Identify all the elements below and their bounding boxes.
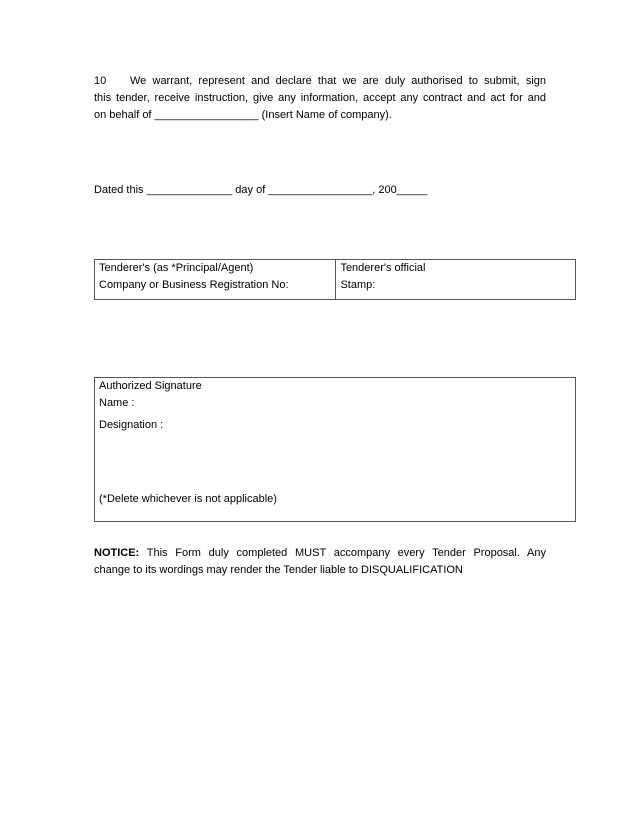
signature-box (94, 377, 576, 522)
dated-line: Dated this ______________ day of _________________, 200_____ (94, 184, 428, 196)
notice-label: NOTICE: (94, 547, 140, 559)
delete-note: (*Delete whichever is not applicable) (99, 493, 277, 505)
name-label: Name : (99, 397, 135, 409)
registration-label-line-1: Tenderer's (as *Principal/Agent) (99, 262, 254, 274)
designation-label: Designation : (99, 419, 164, 431)
declaration-line-3: on behalf of _________________ (Insert Name of company). (94, 109, 392, 121)
declaration-line-1 (94, 73, 546, 90)
table-row (95, 378, 576, 522)
table-row (95, 260, 576, 300)
signature-cell (95, 378, 576, 522)
registration-cell (95, 260, 336, 300)
registration-label-line-2: Company or Business Registration No: (99, 279, 289, 291)
tenderer-registration-table (94, 259, 576, 300)
notice-line-1-text: This Form duly completed MUST accompany every Tender Proposal. Any (139, 547, 546, 559)
notice-line-1 (94, 545, 546, 562)
stamp-cell (336, 260, 576, 300)
declaration-line-1-text: We warrant, represent and declare that we are duly authorised to submit, sign (130, 75, 546, 87)
declaration-paragraph (94, 73, 546, 124)
stamp-label-line-2: Stamp: (340, 279, 376, 291)
authorized-signature-label: Authorized Signature (99, 380, 202, 392)
notice-line-2: change to its wordings may render the Tender liable to DISQUALIFICATION (94, 564, 463, 576)
stamp-label-line-1: Tenderer's official (340, 262, 426, 274)
notice-paragraph (94, 545, 546, 579)
declaration-line-2: this tender, receive instruction, give any information, accept any contract and act for and (94, 92, 546, 104)
clause-number: 10 (94, 75, 107, 87)
